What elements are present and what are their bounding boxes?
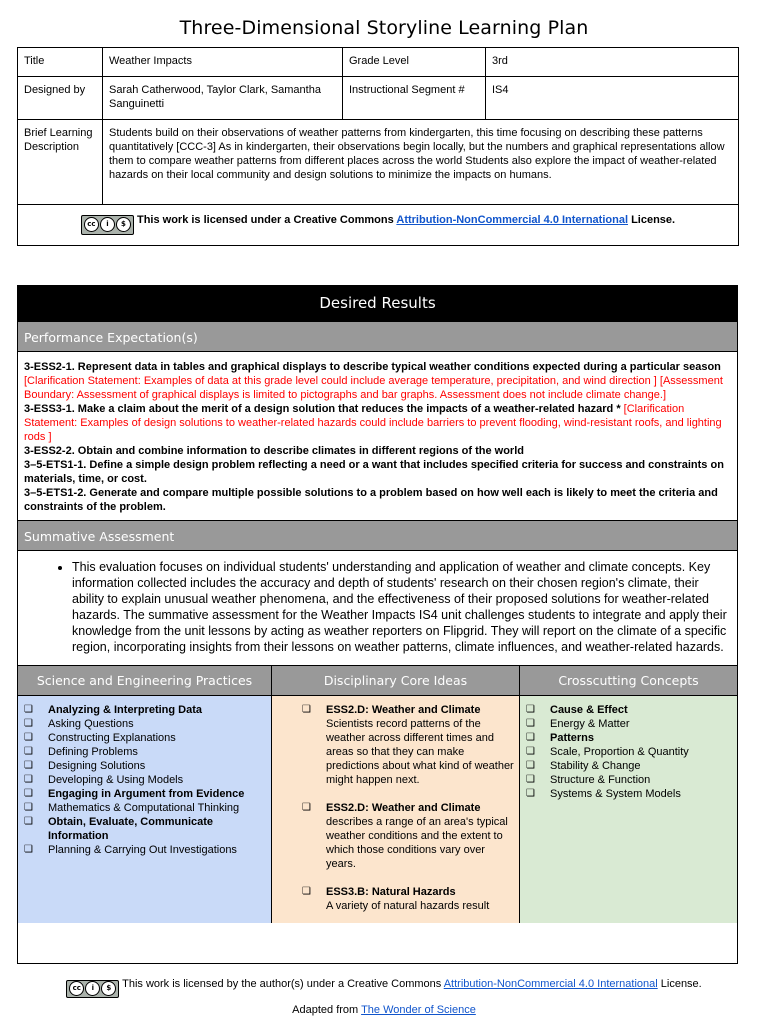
license-link[interactable]: Attribution-NonCommercial 4.0 International — [396, 214, 629, 226]
cc-item — [526, 745, 733, 759]
sep-item — [24, 731, 267, 745]
checkbox-icon[interactable]: ❏ — [526, 788, 535, 799]
license-suffix: License. — [628, 214, 676, 226]
checkbox-icon[interactable]: ❏ — [302, 886, 311, 897]
designed-by-label: Designed by — [18, 77, 103, 120]
sep-item-label: Constructing Explanations — [48, 732, 176, 744]
dci-heading: Disciplinary Core Ideas — [272, 666, 519, 696]
checkbox-icon[interactable]: ❏ — [24, 844, 33, 855]
dci-item-text: Scientists record patterns of the weather across different times and areas so that they can make predictions about what kind of weather might happen next. — [326, 718, 514, 786]
checkbox-icon[interactable]: ❏ — [526, 774, 535, 785]
designed-by-value: Sarah Catherwood, Taylor Clark, Samantha Sanguinetti — [103, 77, 343, 120]
license-row — [18, 205, 739, 246]
sep-item-label: Obtain, Evaluate, Communicate Information — [48, 816, 214, 842]
sep-item — [24, 843, 267, 857]
segment-value: IS4 — [486, 77, 739, 120]
dci-column — [272, 666, 520, 923]
sep-item — [24, 703, 267, 717]
plan-info-table — [17, 47, 739, 246]
cc-item — [526, 717, 733, 731]
sep-heading: Science and Engineering Practices — [18, 666, 271, 696]
checkbox-icon[interactable]: ❏ — [526, 760, 535, 771]
segment-label: Instructional Segment # — [343, 77, 486, 120]
checkbox-icon[interactable]: ❏ — [302, 704, 311, 715]
cc-item — [526, 759, 733, 773]
pe-clarification: [Clarification Statement: Examples of design solutions to weather-related hazards could include barriers to prevent flooding, wind-resistant roofs, and lighting rods ] — [24, 403, 722, 443]
cc-item-label: Scale, Proportion & Quantity — [550, 746, 689, 758]
footer-license-link[interactable]: Attribution-NonCommercial 4.0 International — [443, 978, 658, 990]
adapted-from-text: Adapted from — [292, 1004, 362, 1016]
summative-assessment-heading: Summative Assessment — [18, 520, 737, 551]
sep-item — [24, 745, 267, 759]
footer-license — [0, 977, 768, 998]
pe-standard: 3–5-ETS1-1. Define a simple design problem reflecting a need or a want that includes specified criteria for success and constraints on materials, time, or cost. — [24, 459, 724, 485]
title-value: Weather Impacts — [103, 48, 343, 77]
dci-list — [272, 696, 519, 913]
sep-item — [24, 815, 267, 843]
checkbox-icon[interactable]: ❏ — [526, 704, 535, 715]
sep-item — [24, 759, 267, 773]
cc-item-label: Structure & Function — [550, 774, 651, 786]
checkbox-icon[interactable]: ❏ — [24, 704, 33, 715]
checkbox-icon[interactable]: ❏ — [526, 746, 535, 757]
performance-expectation — [24, 360, 731, 402]
cc-item-label: Stability & Change — [550, 760, 641, 772]
performance-expectation — [24, 402, 731, 444]
sep-item — [24, 801, 267, 815]
checkbox-icon[interactable]: ❏ — [24, 816, 33, 827]
license-text: This work is licensed under a Creative Commons — [136, 214, 397, 226]
sep-item-label: Mathematics & Computational Thinking — [48, 802, 240, 814]
sep-item-label: Developing & Using Models — [48, 774, 184, 786]
footer-license-suffix: License. — [657, 978, 702, 990]
sep-item-label: Analyzing & Interpreting Data — [48, 704, 203, 716]
three-dimensions-columns — [18, 665, 737, 923]
cc-heading: Crosscutting Concepts — [520, 666, 737, 696]
checkbox-icon[interactable]: ❏ — [24, 760, 33, 771]
dci-item-title: ESS2.D: Weather and Climate — [326, 704, 481, 716]
sep-item-label: Designing Solutions — [48, 760, 146, 772]
grade-value: 3rd — [486, 48, 739, 77]
performance-expectations-heading: Performance Expectation(s) — [18, 321, 737, 352]
title-label: Title — [18, 48, 103, 77]
sep-item-label: Defining Problems — [48, 746, 138, 758]
pe-standard: 3–5-ETS1-2. Generate and compare multiple possible solutions to a problem based on how well each is likely to meet the criteria and constraints of the problem. — [24, 487, 718, 513]
cc-item — [526, 773, 733, 787]
dci-item-text: describes a range of an area's typical weather conditions and the extent to which those conditions vary over years. — [326, 816, 508, 870]
summative-assessment-text: • This evaluation focuses on individual students' understanding and application of weather and climate concepts. Key information collected includes the accuracy and depth of students' research on their chosen region's climate, their ability to explain unusual weather phenomena, and the effectiveness of their proposed solutions for weather-related hazards. The summative assessment for the Weather Impacts IS4 unit challenges students to integrate and apply their knowledge from the unit lessons by acting as weather reporters on Flipgrid. They will report on the climate of a specific region, incorporating insights from their lessons on weather patterns, climate influences, and weather-related hazards. — [72, 559, 729, 655]
checkbox-icon[interactable]: ❏ — [302, 802, 311, 813]
cc-item-label: Cause & Effect — [550, 704, 628, 716]
pe-clarification: [Clarification Statement: Examples of data at this grade level could include average temperature, precipitation, and wind direction ] [Assessment Boundary: Assessment of graphical displays is limited to pictographs and bar graphs. Assessment does not include climate change.] — [24, 375, 723, 401]
cc-list — [520, 696, 737, 801]
footer-adapted — [0, 1003, 768, 1017]
checkbox-icon[interactable]: ❏ — [24, 746, 33, 757]
dci-item-text: A variety of natural hazards result — [326, 900, 490, 912]
footer-license-text: This work is licensed by the author(s) under a Creative Commons — [122, 978, 444, 990]
checkbox-icon[interactable]: ❏ — [24, 732, 33, 743]
cc-item — [526, 787, 733, 801]
sep-item-label: Engaging in Argument from Evidence — [48, 788, 245, 800]
performance-expectation — [24, 444, 731, 458]
cc-item — [526, 703, 733, 717]
cc-item-label: Patterns — [550, 732, 595, 744]
checkbox-icon[interactable]: ❏ — [24, 788, 33, 799]
cc-item — [526, 731, 733, 745]
dci-item — [302, 885, 515, 913]
pe-standard: 3-ESS3-1. Make a claim about the merit of a design solution that reduces the impacts of a weather-related hazard * — [24, 403, 621, 415]
brief-label: Brief Learning Description — [18, 120, 103, 205]
pe-standard: 3-ESS2-2. Obtain and combine information to describe climates in different regions of the world — [24, 445, 524, 457]
performance-expectation — [24, 458, 731, 486]
performance-expectations-body — [18, 352, 737, 520]
desired-results-section — [17, 285, 738, 964]
cc-license-badge-icon[interactable]: cc i $ — [81, 215, 134, 235]
cc-column — [520, 666, 737, 923]
summative-assessment-body — [18, 551, 737, 665]
checkbox-icon[interactable]: ❏ — [24, 774, 33, 785]
checkbox-icon[interactable]: ❏ — [24, 802, 33, 813]
checkbox-icon[interactable]: ❏ — [526, 732, 535, 743]
sep-item — [24, 773, 267, 787]
dci-item — [302, 801, 515, 871]
sep-item-label: Asking Questions — [48, 718, 134, 730]
sep-column — [18, 666, 272, 923]
grade-label: Grade Level — [343, 48, 486, 77]
document-title: Three-Dimensional Storyline Learning Plan — [179, 17, 589, 39]
sep-list — [18, 696, 271, 857]
performance-expectation — [24, 486, 731, 514]
desired-results-header: Desired Results — [18, 286, 737, 321]
cc-license-badge-icon[interactable]: cc i $ — [66, 980, 119, 998]
sep-item — [24, 787, 267, 801]
wonder-of-science-link[interactable]: The Wonder of Science — [361, 1004, 476, 1016]
checkbox-icon[interactable]: ❏ — [526, 718, 535, 729]
sep-item — [24, 717, 267, 731]
checkbox-icon[interactable]: ❏ — [24, 718, 33, 729]
brief-value: Students build on their observations of weather patterns from kindergarten, this time focusing on describing these patterns quantitatively [CCC-3] As in kindergarten, their observations begin locally, but the numbers and graphical representations allow them to compare weather patterns from different places across the world Students also explore the impact of weather-related hazards on their local community and design solutions to minimize the impacts on humans. — [103, 120, 739, 205]
dci-item — [302, 703, 515, 787]
sep-item-label: Planning & Carrying Out Investigations — [48, 844, 237, 856]
dci-item-title: ESS2.D: Weather and Climate — [326, 802, 481, 814]
pe-standard: 3-ESS2-1. Represent data in tables and graphical displays to describe typical weather conditions expected during a particular season — [24, 361, 721, 373]
cc-item-label: Energy & Matter — [550, 718, 630, 730]
dci-item-title: ESS3.B: Natural Hazards — [326, 886, 456, 898]
cc-item-label: Systems & System Models — [550, 788, 681, 800]
